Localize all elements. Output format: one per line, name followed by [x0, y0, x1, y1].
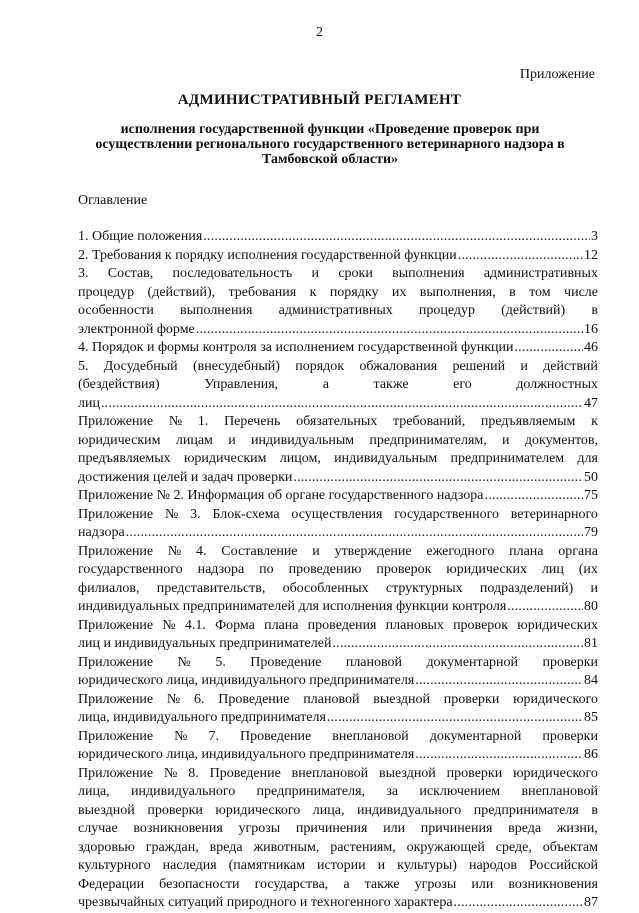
toc-word: лиц: [541, 562, 564, 577]
toc-word: юридических: [446, 562, 527, 577]
toc-word: №: [164, 506, 179, 522]
toc-word: сроки: [338, 266, 373, 281]
toc-entry: [78, 617, 598, 654]
toc-word: №: [167, 543, 182, 559]
toc-word: к: [591, 414, 598, 429]
toc-entry-last-line: [78, 894, 598, 913]
toc-word: особенности: [78, 303, 154, 318]
toc-word: порядку: [329, 284, 379, 300]
table-of-contents: [78, 228, 598, 913]
toc-word: к: [309, 284, 317, 300]
toc-word: животным,: [253, 839, 320, 855]
toc-entry: [78, 487, 598, 506]
toc-word: Перечень: [224, 414, 281, 429]
toc-word: проверки: [443, 691, 500, 707]
toc-word: в: [591, 303, 598, 318]
toc-word: требования: [228, 284, 297, 300]
toc-leader-dots: [454, 894, 583, 913]
toc-word: культуры): [397, 858, 457, 873]
toc-word: или: [383, 821, 406, 836]
toc-entry: [78, 413, 598, 487]
toc-entry-last-line: [78, 709, 598, 728]
toc-word: выполнения,: [419, 284, 496, 300]
toc-word: выполнения: [392, 266, 465, 281]
toc-word: плановой: [345, 654, 403, 670]
toc-word: документов,: [524, 432, 598, 448]
toc-word: №: [162, 617, 176, 633]
toc-word: предпринимателя,: [256, 784, 366, 799]
toc-entry-line: [78, 728, 598, 747]
toc-word: проведению: [288, 562, 362, 577]
toc-word: в: [509, 284, 516, 300]
toc-word: процедур: [418, 303, 475, 318]
toc-word: растениям,: [330, 839, 396, 855]
toc-entry: [78, 506, 598, 543]
toc-word: его: [453, 377, 472, 392]
toc-word: их: [391, 284, 407, 300]
toc-word: плановой: [303, 691, 360, 707]
toc-leader-dots: [203, 228, 590, 247]
toc-word: Российской: [528, 858, 598, 873]
toc-word: утверждение: [334, 543, 412, 559]
toc-word: административных: [278, 303, 393, 318]
toc-word: юридического: [513, 691, 598, 707]
toc-word: здоровью: [78, 839, 135, 855]
toc-word: 5.: [215, 654, 226, 670]
toc-word: лицом,: [279, 451, 321, 466]
toc-entry-text: индивидуальных предпринимателей для исполнения функции контроля: [78, 599, 507, 614]
toc-entry-line: [78, 376, 598, 395]
toc-entry-line: [78, 802, 598, 821]
toc-entry: [78, 654, 598, 691]
toc-entry-last-line: [78, 395, 598, 414]
toc-entry-line: [78, 876, 598, 895]
toc-word: индивидуальным: [250, 432, 355, 448]
toc-word: филиалов,: [78, 580, 140, 596]
toc-entry-text: лиц и индивидуальных предпринимателей: [78, 636, 332, 651]
toc-entry-line: [78, 857, 598, 876]
toc-word: подразделений): [479, 580, 574, 596]
toc-word: представительств,: [156, 580, 266, 596]
toc-word: по: [259, 562, 274, 577]
toc-word: и: [311, 266, 320, 281]
toc-word: государственного: [78, 562, 183, 577]
toc-word: ветеринарного: [510, 506, 598, 522]
toc-entry-last-line: [78, 746, 598, 765]
toc-word: ежегодного: [426, 543, 495, 559]
toc-word: 7.: [208, 728, 220, 744]
toc-word: порядок: [295, 358, 345, 374]
toc-page-number: 85: [584, 710, 598, 725]
toc-word: вреда: [209, 839, 243, 855]
toc-word: для: [577, 451, 598, 466]
toc-page-number: 87: [584, 895, 598, 910]
toc-word: лица,: [312, 802, 345, 818]
toc-entry-text: лиц: [78, 395, 100, 411]
toc-word: выездной: [379, 765, 436, 781]
toc-word: действий: [543, 358, 598, 374]
toc-entry: [78, 765, 598, 913]
toc-word: №: [166, 691, 181, 707]
toc-word: №: [164, 765, 178, 781]
toc-entry-last-line: [78, 524, 598, 543]
toc-word: процедур: [78, 284, 135, 300]
toc-entry-text: юридического лица, индивидуального предпринимателя: [78, 673, 415, 688]
toc-entry: [78, 265, 598, 339]
toc-word: решений: [452, 358, 506, 374]
toc-entry-last-line: [78, 321, 598, 340]
toc-page-number: 50: [584, 469, 598, 485]
toc-word: в: [591, 802, 598, 818]
page-number: 2: [316, 25, 323, 40]
toc-word: Блок-схема: [212, 506, 280, 522]
toc-leader-dots: [415, 672, 583, 691]
toc-word: юридическим: [183, 451, 267, 466]
toc-word: возникновения: [133, 821, 223, 836]
toc-word: обособленных: [282, 580, 369, 596]
toc-page-number: 46: [584, 340, 598, 355]
toc-word: проверок: [453, 617, 509, 633]
toc-word: внеплановой: [291, 765, 369, 781]
toc-word: Приложение: [78, 414, 154, 429]
toc-entry-line: [78, 765, 598, 784]
toc-page-number: 79: [584, 525, 598, 540]
toc-word: случае: [78, 821, 118, 836]
toc-word: обязательных: [296, 414, 378, 429]
toc-word: Проведение: [209, 765, 281, 781]
toc-word: последовательность: [172, 266, 293, 281]
toc-word: №: [174, 728, 188, 744]
toc-leader-dots: [293, 469, 583, 488]
toc-word: структурных: [385, 580, 463, 596]
toc-word: (действий),: [147, 284, 216, 300]
toc-entry-last-line: [78, 228, 598, 247]
toc-word: (памятникам: [228, 858, 306, 873]
toc-word: Федерации: [78, 876, 145, 892]
toc-word: 3.: [190, 506, 201, 522]
toc-entry-line: [78, 691, 598, 710]
toc-word: вреда: [508, 821, 542, 836]
toc-word: (бездействия): [78, 377, 160, 392]
toc-word: возникновения: [508, 876, 598, 892]
toc-word: Приложение: [78, 765, 154, 781]
toc-word: 5.: [78, 358, 89, 374]
toc-entry-last-line: [78, 247, 598, 266]
toc-leader-dots: [485, 487, 584, 506]
toc-entry-last-line: [78, 598, 598, 617]
toc-word: за: [386, 784, 399, 799]
toc-word: угрозы: [238, 821, 281, 836]
toc-entry-text: Приложение № 2. Информация об органе государственного надзора: [78, 488, 484, 503]
toc-word: числе: [564, 284, 598, 300]
toc-page-number: 75: [584, 488, 598, 503]
toc-entry-line: [78, 783, 598, 802]
toc-page-number: 16: [584, 321, 598, 337]
toc-leader-dots: [415, 746, 583, 765]
toc-word: 4.1.: [184, 617, 206, 633]
toc-word: выездной: [373, 691, 431, 707]
toc-word: 3.: [78, 266, 89, 281]
toc-word: государства,: [254, 876, 329, 892]
toc-entry-text: 4. Порядок и формы контроля за исполнением государственной функции: [78, 340, 514, 355]
toc-word: органа: [558, 543, 598, 559]
toc-entry-line: [78, 839, 598, 858]
toc-entry: [78, 339, 598, 358]
toc-word: выполнения: [180, 303, 253, 318]
toc-entry-line: [78, 432, 598, 451]
toc-word: и: [590, 580, 598, 596]
toc-word: проверки: [147, 802, 203, 818]
toc-word: лицам: [175, 432, 213, 448]
toc-word: Приложение: [78, 543, 154, 559]
appendix-label: Приложение: [519, 67, 595, 82]
document-subtitle: [60, 122, 600, 167]
toc-entry-line: [78, 302, 598, 321]
toc-word: народов: [468, 858, 517, 873]
toc-entry-text: чрезвычайных ситуаций природного и техногенного характера: [78, 895, 453, 910]
toc-word: окружающей: [406, 839, 485, 855]
toc-word: требований,: [392, 414, 466, 429]
toc-word: том: [529, 284, 551, 300]
toc-word: №: [168, 414, 183, 429]
toc-word: (внесудебный): [192, 358, 280, 374]
toc-word: (их: [578, 562, 598, 577]
toc-word: исключением: [419, 784, 501, 799]
toc-page-number: 47: [584, 395, 598, 411]
toc-word: и: [228, 432, 236, 448]
subtitle-line: исполнения государственной функции «Проведение проверок при: [120, 122, 540, 137]
toc-entry-last-line: [78, 672, 598, 691]
toc-word: и: [502, 432, 510, 448]
toc-word: Составление: [221, 543, 298, 559]
toc-word: граждан,: [145, 839, 199, 855]
toc-word: проверки: [542, 728, 598, 744]
toc-leader-dots: [101, 395, 583, 414]
toc-word: внеплановой: [521, 784, 598, 799]
toc-word: также: [373, 377, 409, 392]
toc-word: наследия: [162, 858, 217, 873]
toc-word: предпринимателя: [473, 802, 579, 818]
toc-word: Приложение: [78, 654, 154, 670]
toc-entry-line: [78, 506, 598, 525]
toc-entry-text: 2. Требования к порядку исполнения государственной функции: [78, 247, 457, 263]
toc-entry-text: юридического лица, индивидуального предпринимателя: [78, 747, 415, 762]
toc-leader-dots: [126, 524, 583, 543]
toc-word: плана: [509, 543, 544, 559]
toc-word: 6.: [194, 691, 205, 707]
toc-word: документарной: [429, 728, 522, 744]
toc-entry: [78, 228, 598, 247]
toc-word: проведения: [307, 617, 377, 633]
toc-entry-line: [78, 543, 598, 562]
toc-word: среде,: [495, 839, 532, 855]
toc-word: 1.: [197, 414, 209, 429]
toc-word: предпринимателем: [450, 451, 565, 466]
toc-word: юридического: [215, 802, 301, 818]
toc-entry-line: [78, 820, 598, 839]
toc-word: Управления,: [204, 377, 279, 392]
toc-leader-dots: [514, 339, 583, 358]
toc-word: государственного: [394, 506, 499, 522]
toc-word: Форма: [215, 617, 255, 633]
toc-word: также: [364, 876, 400, 892]
toc-word: культурного: [78, 858, 151, 873]
toc-word: индивидуальным: [334, 451, 438, 466]
toc-word: плановых: [385, 617, 444, 633]
toc-page-number: 80: [584, 599, 598, 614]
toc-entry-line: [78, 617, 598, 636]
toc-word: юридического: [513, 765, 598, 781]
toc-entry: [78, 691, 598, 728]
toc-word: а: [322, 377, 329, 392]
toc-word: должностных: [516, 377, 598, 392]
toc-word: осуществления: [291, 506, 383, 522]
toc-word: предъявляемым: [480, 414, 576, 429]
toc-entry-line: [78, 358, 598, 377]
toc-word: и: [312, 543, 320, 559]
toc-word: (действий): [501, 303, 566, 318]
toc-word: жизни,: [556, 821, 598, 836]
toc-word: Проведение: [250, 654, 322, 670]
toc-word: и: [520, 358, 528, 374]
toc-entry-text: надзора: [78, 525, 125, 540]
toc-leader-dots: [196, 321, 583, 340]
toc-word: проверки: [446, 765, 503, 781]
toc-word: а: [343, 876, 350, 892]
toc-leader-dots: [332, 635, 583, 654]
subtitle-line: Тамбовской области»: [261, 152, 399, 167]
toc-word: 4.: [196, 543, 207, 559]
document-title: АДМИНИСТРАТИВНЫЙ РЕГЛАМЕНТ: [177, 92, 462, 108]
toc-word: плана: [264, 617, 299, 633]
toc-word: Проведение: [218, 691, 290, 707]
toc-entry-line: [78, 284, 598, 303]
toc-word: Приложение: [78, 691, 154, 707]
toc-page-number: 3: [591, 229, 598, 244]
toc-word: №: [177, 654, 191, 670]
toc-word: документарной: [426, 654, 519, 670]
toc-word: причинения: [420, 821, 493, 836]
toc-word: причинения: [295, 821, 368, 836]
toc-entry: [78, 543, 598, 617]
toc-word: или: [471, 876, 494, 892]
toc-entry-line: [78, 413, 598, 432]
toc-entry-last-line: [78, 339, 598, 358]
toc-word: и: [377, 858, 386, 873]
toc-leader-dots: [458, 247, 583, 266]
toc-leader-dots: [327, 709, 583, 728]
toc-entry-line: [78, 654, 598, 673]
toc-entry-text: 1. Общие положения: [78, 229, 203, 244]
toc-entry-line: [78, 450, 598, 469]
toc-word: выездной: [78, 802, 135, 818]
toc-page-number: 12: [584, 247, 598, 263]
toc-page-number: 86: [584, 747, 598, 762]
toc-word: проверок: [376, 562, 432, 577]
subtitle-line: осуществлении регионального государственного ветеринарного надзора в: [95, 137, 565, 152]
toc-word: индивидуального: [131, 784, 236, 799]
toc-entry-last-line: [78, 469, 598, 488]
toc-page-number: 81: [584, 636, 598, 651]
toc-leader-dots: [507, 598, 583, 617]
toc-word: Приложение: [78, 617, 154, 633]
toc-word: Досудебный: [103, 358, 178, 374]
toc-word: индивидуального: [357, 802, 462, 818]
toc-word: Проведение: [240, 728, 312, 744]
toc-entry: [78, 358, 598, 414]
toc-word: лица,: [78, 784, 110, 799]
toc-page-number: 84: [584, 673, 598, 688]
toc-word: истории: [317, 858, 366, 873]
toc-word: проверки: [542, 654, 598, 670]
toc-word: Приложение: [78, 506, 154, 522]
toc-entry-text: достижения целей и задач проверки: [78, 469, 293, 485]
toc-entry-last-line: [78, 487, 598, 506]
toc-word: объектам: [542, 839, 598, 855]
toc-word: Состав,: [107, 266, 154, 281]
toc-word: юридическим: [78, 432, 161, 448]
toc-word: обжалования: [359, 358, 438, 374]
toc-entry-text: лица, индивидуального предпринимателя: [78, 710, 326, 725]
toc-word: юридических: [517, 617, 598, 633]
toc-entry-line: [78, 580, 598, 599]
toc-word: внеплановой: [332, 728, 409, 744]
toc-entry: [78, 247, 598, 266]
toc-word: предъявляемых: [78, 451, 171, 466]
toc-word: административных: [483, 266, 598, 281]
toc-word: 8.: [188, 765, 199, 781]
toc-entry-text: электронной форме: [78, 321, 195, 337]
toc-heading: Оглавление: [78, 193, 148, 208]
toc-word: Приложение: [78, 728, 154, 744]
toc-entry-line: [78, 561, 598, 580]
toc-word: надзора: [197, 562, 245, 577]
toc-word: угрозы: [414, 876, 457, 892]
toc-entry: [78, 728, 598, 765]
toc-entry-line: [78, 265, 598, 284]
toc-word: безопасности: [159, 876, 240, 892]
toc-entry-last-line: [78, 635, 598, 654]
toc-word: предпринимателям,: [369, 432, 487, 448]
